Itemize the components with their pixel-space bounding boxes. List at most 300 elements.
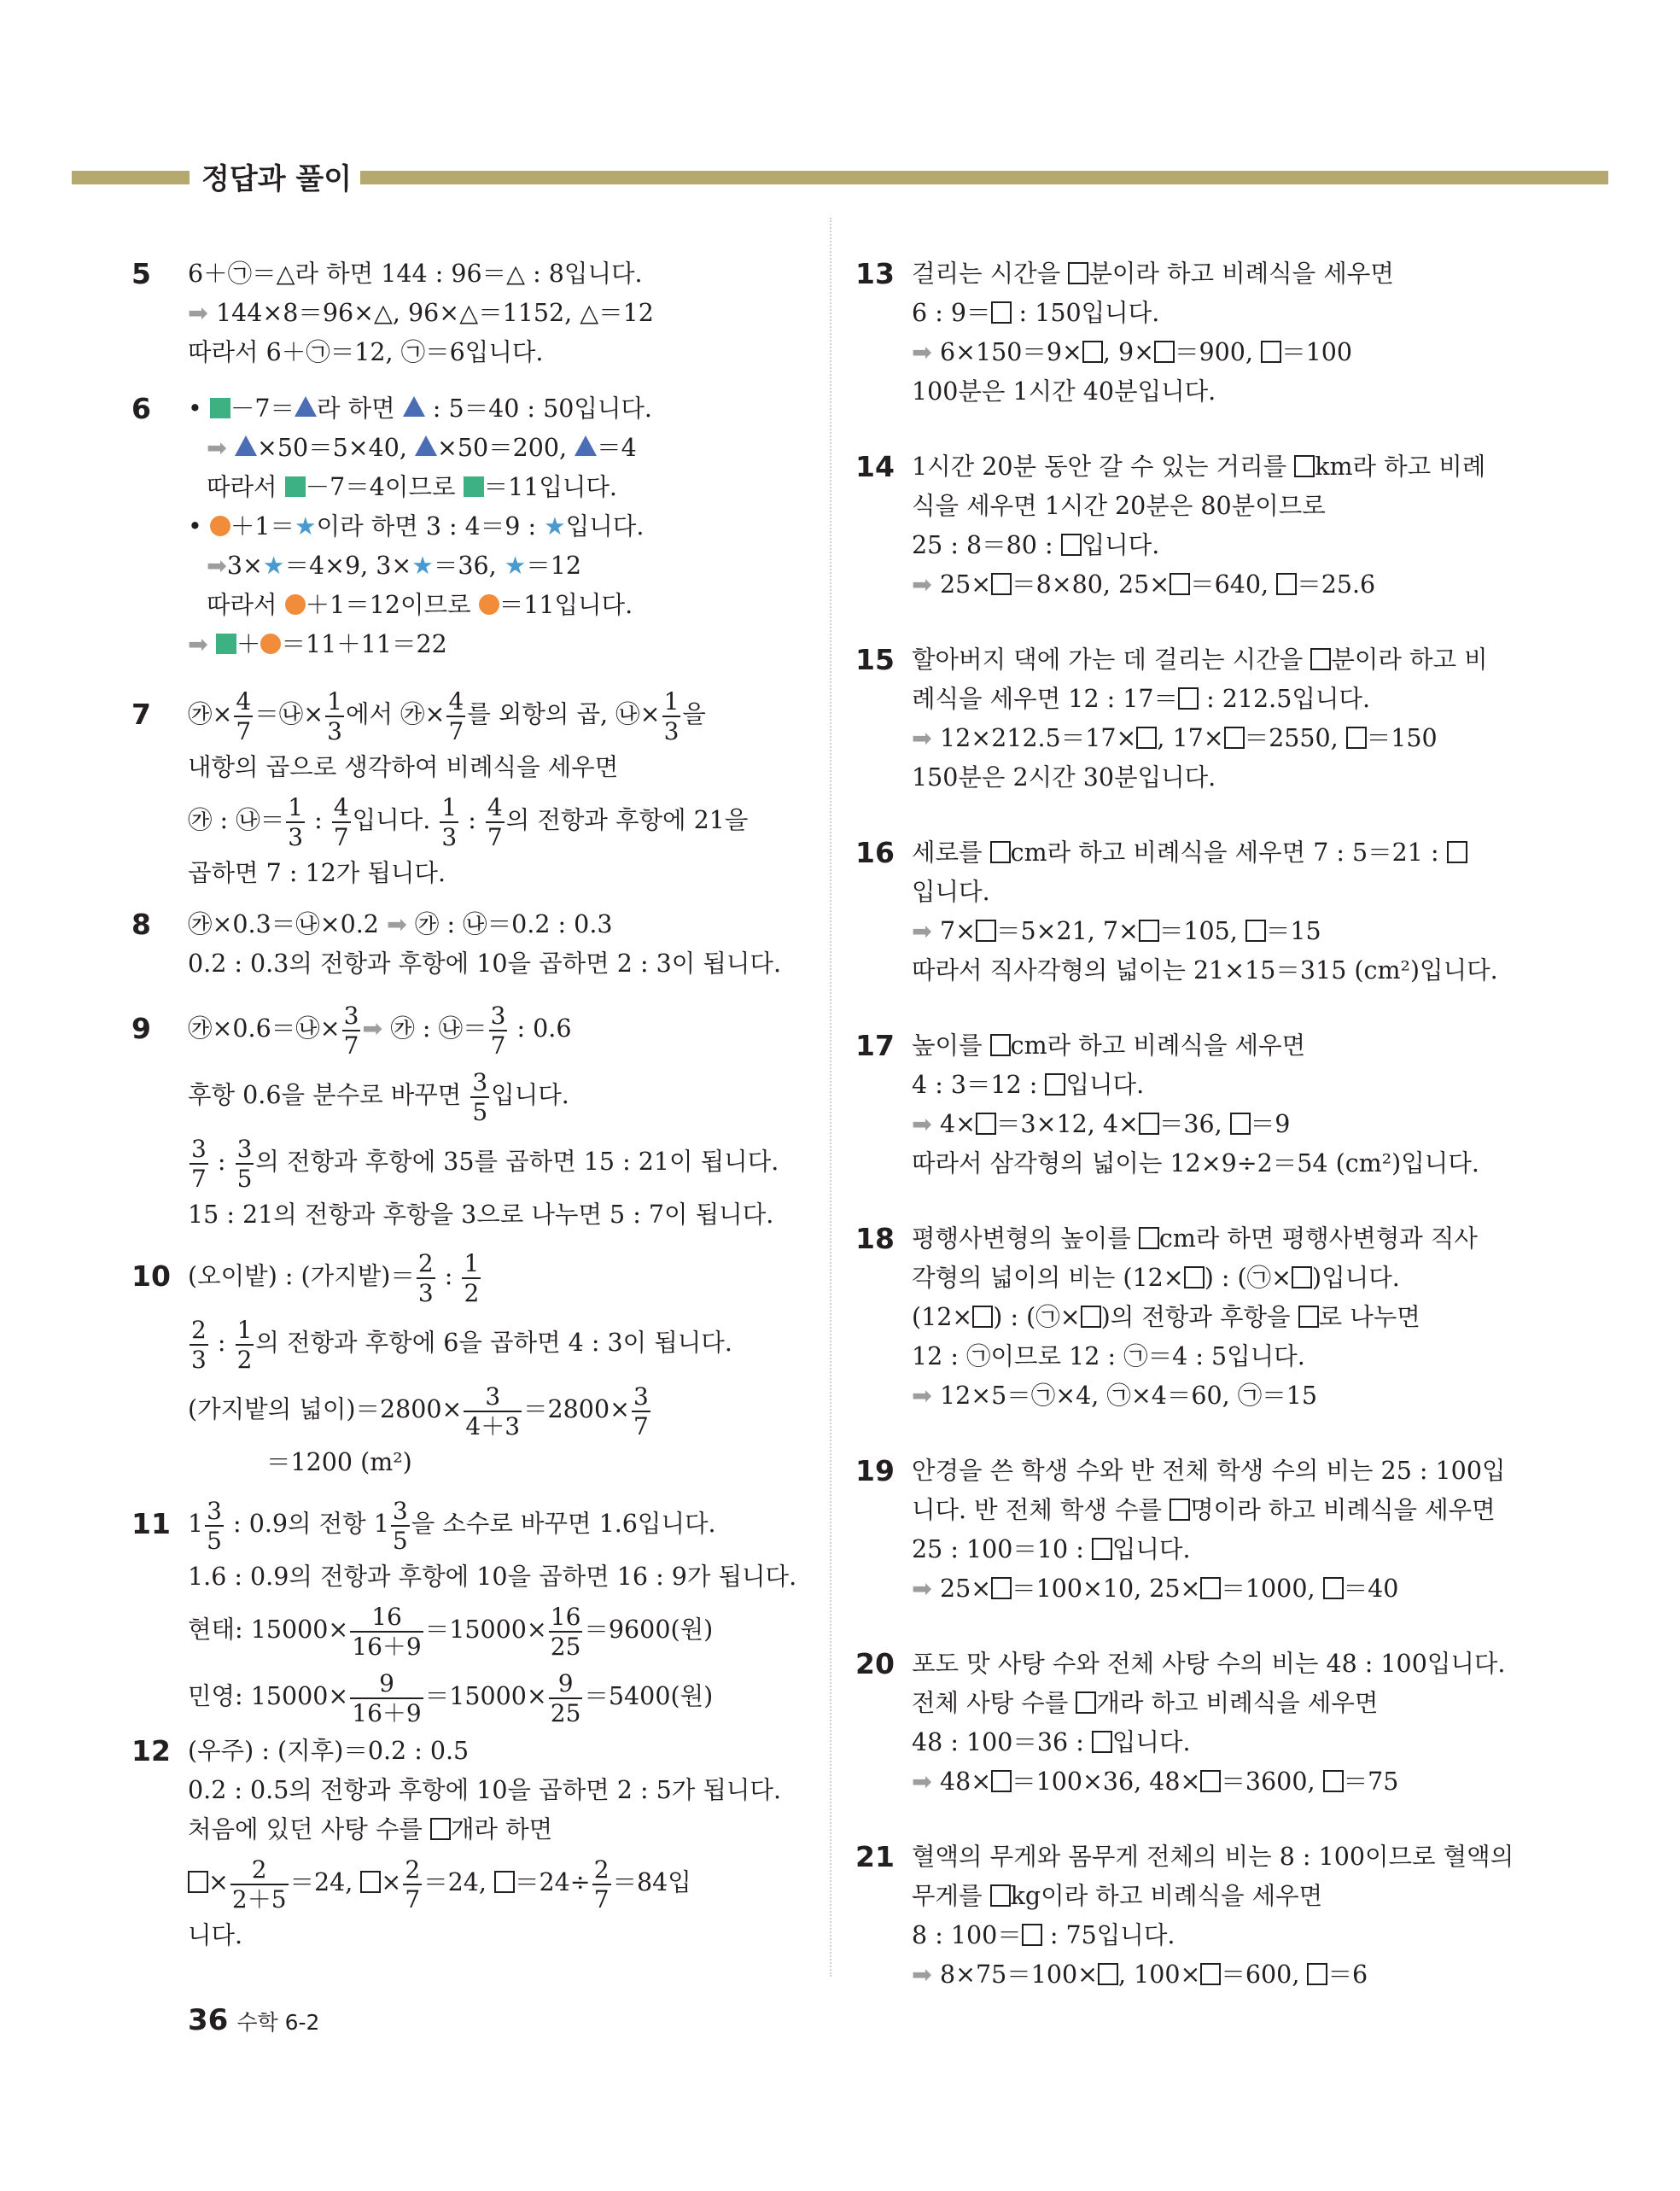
numerator: 3 [633, 1382, 649, 1411]
problem-17 [855, 1026, 1543, 1183]
text: ＝3×12, 4× [995, 1110, 1139, 1138]
text: ＝24÷ [515, 1868, 591, 1896]
denominator: 2 [464, 1278, 480, 1307]
numerator: 1 [288, 792, 304, 821]
text: 라 하면 [317, 394, 403, 423]
text: ＝2550, [1244, 724, 1346, 752]
text: 25 : 100＝10 : [912, 1535, 1092, 1563]
text: : 75입니다. [1041, 1921, 1175, 1949]
text: , 100× [1118, 1960, 1201, 1989]
text: : 150입니다. [1011, 299, 1160, 327]
text: 례식을 세우면 12 : 17＝ [912, 685, 1179, 713]
fraction [464, 1382, 522, 1440]
problem-12 [131, 1732, 820, 1955]
text: 걸리는 시간을 [912, 260, 1069, 288]
text: ㉮ : ㉯＝0.2 : 0.3 [406, 910, 613, 938]
text: × [381, 1868, 402, 1896]
text: ＝1000, [1221, 1575, 1323, 1603]
text: : 5＝40 : 50입니다. [424, 394, 652, 423]
denominator: 7 [490, 1031, 506, 1060]
text: 입니다. [1081, 531, 1160, 559]
text: ＝11＋11＝22 [281, 630, 447, 658]
blank-box [1294, 455, 1315, 477]
blank-box [1261, 341, 1281, 363]
blank-box [1081, 1306, 1101, 1328]
arrow-right-icon: ➡ [207, 434, 227, 462]
text: 12×5＝㉠×4, ㉠×4＝60, ㉠＝15 [939, 1382, 1318, 1410]
denominator: 7 [333, 822, 349, 851]
text: ㉮×0.6＝㉯× [188, 1014, 341, 1043]
text: 48 : 100＝36 : [912, 1728, 1092, 1756]
text: 12×212.5＝17× [939, 724, 1137, 752]
solution-line: 안경을 쓴 학생 수와 반 전체 학생 수의 비는 25 : 100입 [912, 1457, 1506, 1485]
blank-box [1310, 648, 1331, 670]
denominator: 3 [191, 1345, 207, 1374]
blank-box [1022, 1924, 1042, 1946]
blank-box [1230, 1113, 1251, 1135]
blank-box [1136, 727, 1157, 749]
blank-box [1170, 1499, 1190, 1521]
blank-box [188, 1871, 208, 1893]
solution-line: 따라서 6＋㉠＝12, ㉠＝6입니다. [188, 338, 544, 366]
problem-number: 12 [131, 1734, 171, 1767]
header-bar-left [72, 171, 190, 184]
arrow-right-icon: ➡ [912, 338, 932, 366]
text: －7＝4이므로 [305, 473, 464, 501]
text: (오이밭) : (가지밭)＝ [188, 1262, 415, 1290]
left-column [131, 254, 820, 1955]
text: 처음에 있던 사탕 수를 [188, 1815, 431, 1843]
text: 1시간 20분 동안 갈 수 있는 거리를 [912, 453, 1295, 481]
numerator: 2 [593, 1855, 610, 1884]
arrow-right-icon: ➡ [912, 1960, 932, 1989]
solution-line: 따라서 삼각형의 넓이는 12×9÷2＝54 (cm²)입니다. [912, 1149, 1479, 1177]
text: )입니다. [1312, 1264, 1400, 1292]
numerator: 2 [191, 1315, 207, 1344]
denominator: 2＋5 [231, 1884, 287, 1913]
text: ＝640, [1190, 570, 1277, 599]
text: km라 하고 비례 [1315, 453, 1486, 481]
text: 을 [682, 700, 706, 728]
text: 1 [188, 1510, 204, 1538]
fraction [236, 1316, 254, 1374]
blank-box [1292, 1266, 1312, 1288]
blank-box [1139, 1227, 1159, 1249]
text: ㉮ : ㉯＝ [382, 1014, 487, 1043]
problem-number: 10 [131, 1259, 171, 1293]
numerator: 3 [343, 1001, 359, 1030]
arrow-right-icon: ➡ [912, 570, 932, 599]
denominator: 2 [236, 1345, 253, 1374]
green-square-icon [210, 398, 230, 418]
page-number: 36 [188, 2003, 229, 2037]
numerator: 3 [191, 1134, 207, 1163]
denominator: 3 [417, 1278, 434, 1307]
denominator: 25 [550, 1632, 581, 1661]
text: 7× [939, 917, 976, 945]
blank-box [991, 1770, 1012, 1792]
green-square-icon [216, 634, 236, 654]
solution-line: 식을 세우면 1시간 20분은 80분이므로 [912, 492, 1326, 520]
denominator: 3 [663, 716, 680, 745]
blank-box [990, 1034, 1011, 1056]
page-title: 정답과 풀이 [201, 162, 353, 196]
text: ＝㉯× [254, 700, 324, 728]
solution-line: 1.6 : 0.9의 전항과 후항에 10을 곱하면 16 : 9가 됩니다. [188, 1563, 797, 1591]
blank-box [430, 1818, 451, 1840]
text: 3× [226, 552, 263, 580]
text: 25× [939, 570, 992, 599]
fraction [286, 793, 305, 851]
fraction [205, 1497, 224, 1555]
page-footer [188, 2003, 319, 2037]
text: , 9× [1102, 338, 1155, 366]
numerator: 16 [350, 1603, 423, 1633]
solution-line: 0.2 : 0.5의 전항과 후항에 10을 곱하면 2 : 5가 됩니다. [188, 1776, 782, 1804]
arrow-right-icon: ➡ [188, 299, 208, 327]
text: ＝11입니다. [483, 473, 617, 501]
green-square-icon [464, 476, 484, 497]
text: 각형의 넓이의 비는 (12× [912, 1264, 1184, 1292]
blank-box [976, 920, 996, 942]
numerator: 1 [327, 687, 342, 716]
denominator: 7 [191, 1164, 207, 1193]
denominator: 16＋9 [352, 1698, 422, 1727]
solution-line: (우주) : (지후)＝0.2 : 0.5 [188, 1737, 470, 1765]
text: 민영: 15000× [188, 1682, 349, 1710]
text: ＝12 [526, 552, 582, 580]
text: 후항 0.6을 분수로 바꾸면 [188, 1081, 470, 1109]
arrow-right-icon: ➡ [188, 630, 208, 658]
denominator: 3 [441, 822, 458, 851]
text: 이라 하면 3 : 4＝9 : [316, 512, 545, 540]
fraction [462, 1249, 481, 1307]
denominator: 7 [448, 716, 464, 745]
problem-number: 21 [855, 1840, 895, 1873]
bullet: • [188, 394, 202, 423]
solution-line: 150분은 2시간 30분입니다. [912, 763, 1216, 792]
blue-triangle-icon [403, 396, 425, 417]
text: 8×75＝100× [939, 1960, 1099, 1989]
text: 입니다. [491, 1081, 569, 1109]
blank-box [1139, 1113, 1159, 1135]
text: 의 전항과 후항에 35를 곱하면 15 : 21이 됩니다. [255, 1148, 779, 1176]
text: 의 전항과 후항에 6을 곱하면 4 : 3이 됩니다. [255, 1329, 732, 1357]
denominator: 5 [472, 1097, 488, 1126]
blank-box [1276, 573, 1297, 595]
orange-circle-icon [210, 516, 230, 536]
text: ＝4 [597, 434, 637, 462]
numerator: 1 [663, 687, 680, 716]
problem-number: 5 [131, 257, 151, 290]
blue-star-icon: ★ [295, 512, 317, 540]
numerator: 4 [487, 792, 503, 821]
blank-box [1068, 262, 1088, 284]
text: ＝15000× [424, 1682, 547, 1710]
text: 분이라 하고 비례식을 세우면 [1088, 260, 1394, 288]
blank-box [1139, 920, 1159, 942]
denominator: 5 [392, 1526, 408, 1555]
text: ＋1＝12이므로 [305, 591, 479, 619]
solution-line: 144×8＝96×△, 96×△＝1152, △＝12 [215, 299, 654, 327]
problem-number: 13 [855, 257, 895, 290]
text: 를 외항의 곱, ㉯× [467, 700, 661, 728]
denominator: 4＋3 [465, 1411, 521, 1440]
text: 평행사변형의 높이를 [912, 1224, 1139, 1253]
text: ㉮×0.3＝㉯×0.2 [188, 910, 387, 938]
text: 의 전항과 후항에 21을 [505, 806, 749, 834]
blank-box [1200, 1577, 1221, 1599]
section-header [72, 161, 1608, 195]
fraction [470, 1068, 489, 1126]
blue-triangle-icon [575, 435, 597, 456]
blank-box [990, 1884, 1011, 1907]
text: ＝40 [1343, 1575, 1399, 1603]
solution-line: 혈액의 무게와 몸무게 전체의 비는 8 : 100이므로 혈액의 [912, 1843, 1514, 1871]
blank-box [1307, 1963, 1327, 1985]
blank-box [991, 301, 1012, 324]
blank-box [1154, 341, 1175, 363]
column-divider [830, 218, 831, 1977]
fraction [350, 1603, 423, 1661]
numerator: 3 [392, 1496, 408, 1525]
text: ＝11입니다. [499, 591, 633, 619]
text: ＝25.6 [1297, 570, 1376, 599]
text: ＝8×80, 25× [1012, 570, 1170, 599]
text: ＋1＝ [230, 512, 295, 540]
problem-number: 9 [131, 1012, 151, 1045]
blank-box [1200, 1770, 1221, 1792]
numerator: 4 [448, 687, 464, 716]
fraction [190, 1135, 208, 1193]
text: cm라 하고 비례식을 세우면 [1010, 1031, 1306, 1060]
solution-line: 포도 맛 사탕 수와 전체 사탕 수의 비는 48 : 100입니다. [912, 1650, 1506, 1678]
blank-box [1092, 1731, 1112, 1753]
numerator: 1 [441, 792, 458, 821]
blank-box [990, 841, 1011, 863]
fraction [332, 793, 351, 851]
text: ×50＝5×40, [256, 434, 415, 462]
text: cm라 하면 평행사변형과 직사 [1158, 1224, 1478, 1253]
denominator: 5 [207, 1526, 222, 1555]
fraction [592, 1855, 611, 1913]
numerator: 3 [472, 1067, 488, 1096]
solution-line: 니다. [188, 1921, 243, 1949]
text: ＝100×10, 25× [1012, 1575, 1201, 1603]
denominator: 25 [550, 1698, 581, 1727]
arrow-right-icon: ➡ [912, 1767, 932, 1796]
problem-number: 7 [131, 698, 151, 731]
text: 25× [939, 1575, 992, 1603]
problem-16 [855, 833, 1543, 990]
problem-14 [855, 447, 1543, 605]
numerator: 9 [549, 1669, 583, 1699]
problem-number: 17 [855, 1029, 895, 1062]
text: : [209, 1148, 234, 1176]
numerator: 1 [464, 1248, 480, 1277]
blank-box [1061, 534, 1082, 556]
text: ＝6 [1327, 1960, 1368, 1989]
arrow-right-icon: ➡ [912, 1382, 932, 1410]
text: 6×150＝9× [939, 338, 1082, 366]
numerator: 2 [230, 1855, 289, 1885]
blank-box [1224, 727, 1245, 749]
denominator: 3 [327, 716, 342, 745]
solution-line: 15 : 21의 전항과 후항을 3으로 나누면 5 : 7이 됩니다. [188, 1201, 774, 1229]
blue-triangle-icon [295, 396, 317, 417]
text: 48× [939, 1767, 992, 1796]
text: 명이라 하고 비례식을 세우면 [1190, 1496, 1496, 1524]
text: ) : (㉠× [1204, 1264, 1292, 1292]
text: －7＝ [230, 394, 295, 423]
text: 따라서 [207, 473, 285, 501]
text: ＝84입 [612, 1868, 691, 1896]
fraction [632, 1382, 650, 1440]
green-square-icon [285, 476, 306, 497]
blank-box [1076, 1691, 1096, 1714]
blank-box [1200, 1963, 1221, 1985]
fraction [391, 1497, 410, 1555]
problem-number: 11 [131, 1507, 171, 1540]
arrow-right-icon: ➡ [912, 917, 932, 945]
denominator: 7 [633, 1411, 649, 1440]
problem-20 [855, 1645, 1543, 1802]
denominator: 7 [487, 822, 503, 851]
denominator: 16＋9 [352, 1632, 422, 1661]
solution-line: 따라서 직사각형의 넓이는 21×15＝315 (cm²)입니다. [912, 956, 1498, 984]
right-column [855, 254, 1543, 1995]
numerator: 16 [550, 1602, 581, 1631]
numerator: 9 [350, 1669, 423, 1699]
numerator: 3 [464, 1382, 522, 1412]
text: 8 : 100＝ [912, 1921, 1022, 1949]
fraction [446, 687, 465, 745]
text: : 0.6 [509, 1014, 572, 1043]
arrow-right-icon: ➡ [912, 724, 932, 752]
text: (12× [912, 1303, 973, 1331]
blank-box [1184, 1266, 1205, 1288]
fraction [417, 1249, 435, 1307]
fraction [486, 793, 505, 851]
problem-number: 19 [855, 1454, 895, 1487]
blank-box [1045, 1073, 1065, 1096]
fraction [549, 1669, 583, 1727]
text: 분이라 하고 비 [1331, 646, 1488, 674]
problem-6 [131, 389, 820, 664]
problem-15 [855, 640, 1543, 798]
text: : [436, 1262, 461, 1290]
blank-box [1178, 687, 1199, 710]
blank-box [1170, 573, 1190, 595]
fraction [440, 793, 458, 851]
numerator: 4 [236, 687, 252, 716]
fraction [549, 1603, 583, 1661]
text: 니다. 반 전체 학생 수를 [912, 1496, 1170, 1524]
text: ＝5×21, 7× [995, 917, 1139, 945]
numerator: 3 [490, 1001, 506, 1030]
text: (가지밭의 넓이)＝2800× [188, 1395, 463, 1423]
blue-triangle-icon [415, 435, 437, 456]
text: 을 소수로 바꾸면 1.6입니다. [411, 1510, 716, 1538]
problem-number: 20 [855, 1647, 895, 1680]
text: ＝150 [1366, 724, 1438, 752]
blank-box [991, 1577, 1012, 1599]
text: ＝900, [1175, 338, 1262, 366]
text: 4 : 3＝12 : [912, 1071, 1046, 1099]
text: 무게를 [912, 1882, 990, 1910]
problem-11 [131, 1491, 820, 1730]
blank-box [991, 573, 1012, 595]
orange-circle-icon [479, 594, 499, 615]
blank-box [1098, 1963, 1118, 1985]
numerator: 2 [405, 1855, 421, 1884]
blank-box [1082, 341, 1103, 363]
text: : [460, 806, 484, 834]
arrow-right-icon: ➡ [362, 1014, 383, 1043]
fraction [190, 1316, 208, 1374]
fraction [350, 1669, 423, 1727]
text: ＝600, [1221, 1960, 1308, 1989]
text: ＋ [236, 630, 261, 658]
denominator: 7 [236, 716, 252, 745]
problem-9 [131, 996, 820, 1235]
solution-line: ＝1200 (m²) [266, 1448, 412, 1476]
denominator: 3 [288, 822, 304, 851]
fraction [403, 1855, 422, 1913]
text: 입니다. [1111, 1728, 1191, 1756]
problem-10 [131, 1243, 820, 1482]
solution-line: 입니다. [912, 878, 990, 906]
text: : [306, 806, 330, 834]
text: ) : (㉠× [993, 1303, 1081, 1331]
bullet: • [188, 512, 202, 540]
text: ＝36, [433, 552, 505, 580]
arrow-right-icon: ➡ [207, 552, 227, 580]
text: ＝4×9, 3× [284, 552, 412, 580]
text: ＝105, [1158, 917, 1245, 945]
header-bar-right [360, 171, 1608, 184]
text: ＝24, [423, 1868, 495, 1896]
blank-box [360, 1871, 381, 1893]
text: : 0.9의 전항 1 [225, 1510, 389, 1538]
fraction [662, 687, 681, 745]
text: 따라서 [207, 591, 285, 619]
numerator: 1 [236, 1315, 253, 1344]
text: ＝75 [1343, 1767, 1399, 1796]
blank-box [1245, 920, 1266, 942]
text: 전체 사탕 수를 [912, 1689, 1076, 1717]
fraction [230, 1855, 289, 1913]
denominator: 7 [343, 1031, 359, 1060]
numerator: 3 [207, 1496, 222, 1525]
blank-box [1323, 1770, 1344, 1792]
fraction [325, 687, 344, 745]
numerator: 4 [333, 792, 349, 821]
arrow-right-icon: ➡ [912, 1575, 932, 1603]
blank-box [1092, 1538, 1112, 1560]
problem-number: 6 [131, 392, 151, 425]
text: ＝36, [1158, 1110, 1230, 1138]
text: 세로를 [912, 838, 990, 867]
problem-18 [855, 1219, 1543, 1416]
text: 할아버지 댁에 가는 데 걸리는 시간을 [912, 646, 1311, 674]
text: , 17× [1157, 724, 1224, 752]
solution-line: 0.2 : 0.3의 전항과 후항에 10을 곱하면 2 : 3이 됩니다. [188, 949, 782, 978]
text: ＝5400(원) [584, 1682, 714, 1710]
blue-star-icon: ★ [411, 552, 434, 580]
text: cm라 하고 비례식을 세우면 7 : 5＝21 : [1010, 838, 1447, 867]
text: ＝100×36, 48× [1012, 1767, 1201, 1796]
